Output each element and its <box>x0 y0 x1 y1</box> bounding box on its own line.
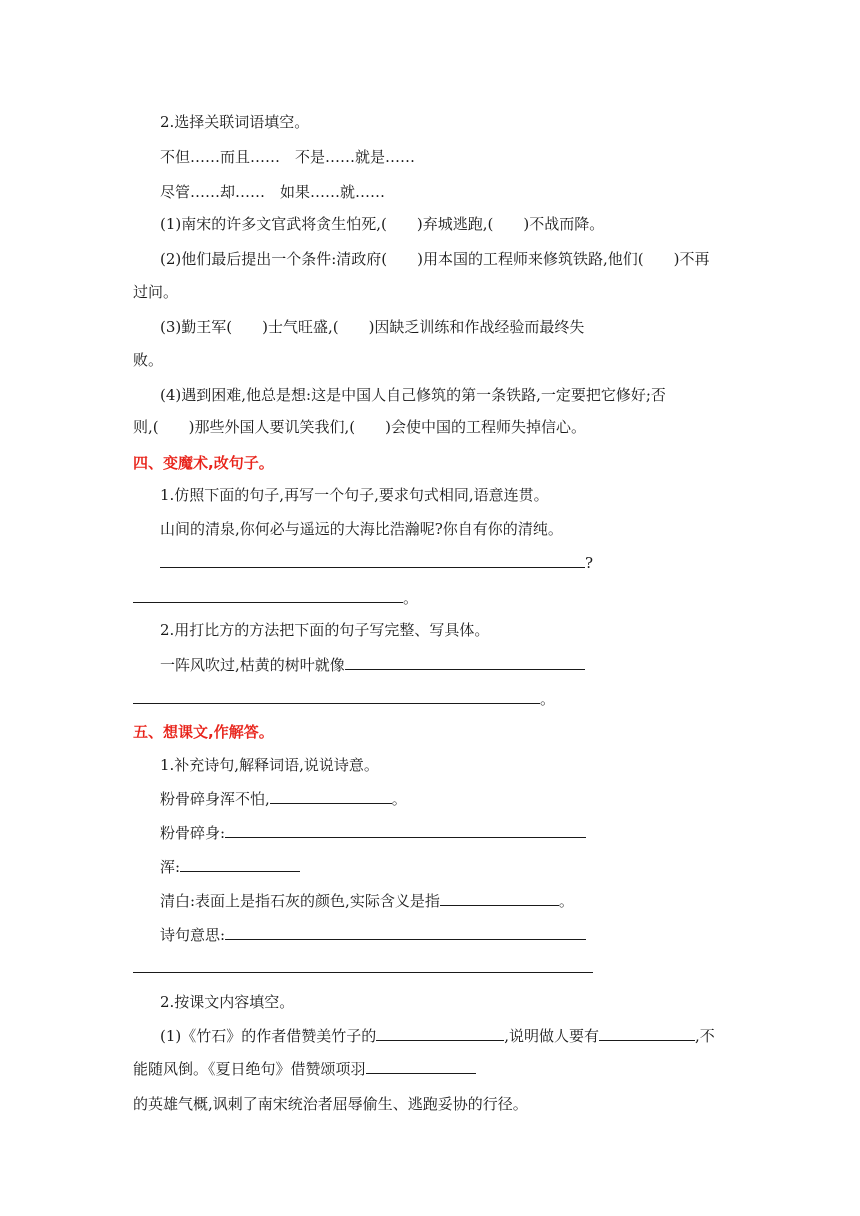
question-title: 1.仿照下面的句子,再写一个句子,要求句式相同,语意连贯。 <box>160 486 549 504</box>
answer-line: 一阵风吹过,枯黄的树叶就像 <box>160 654 585 675</box>
answer-line: (1)《竹石》的作者借赞美竹子的 ,说明做人要有 ,不 <box>160 1027 715 1045</box>
blank[interactable] <box>160 552 585 568</box>
blank[interactable] <box>180 856 300 872</box>
blank[interactable] <box>345 654 585 670</box>
blank[interactable] <box>133 587 403 603</box>
blank[interactable] <box>133 688 540 704</box>
sentence-3-cont: 败。 <box>133 351 164 369</box>
sentence-4: (4)遇到困难,他总是想:这是中国人自己修筑的第一条铁路,一定要把它修好;否 <box>160 386 666 404</box>
question-title: 2.用打比方的方法把下面的句子写完整、写具体。 <box>160 621 490 639</box>
answer-line: 。 <box>133 688 555 709</box>
sentence-2-cont: 过问。 <box>133 283 179 301</box>
answer-line: ? <box>160 552 593 573</box>
blank[interactable] <box>133 957 593 973</box>
answer-line: 浑: <box>160 856 300 877</box>
blank[interactable] <box>599 1025 695 1041</box>
question-title: 2.按课文内容填空。 <box>160 993 295 1011</box>
example-sentence: 山间的清泉,你何必与遥远的大海比浩瀚呢?你自有你的清纯。 <box>160 520 563 538</box>
answer-line: 能随风倒。《夏日绝句》借赞颂项羽 <box>133 1058 476 1079</box>
answer-line: 清白:表面上是指石灰的颜色,实际含义是指 。 <box>160 892 574 910</box>
section-heading: 五、想课文,作解答。 <box>133 723 274 741</box>
answer-line: 诗句意思: <box>160 924 586 945</box>
sentence-2: (2)他们最后提出一个条件:清政府( )用本国的工程师来修筑铁路,他们( )不再 <box>160 250 710 268</box>
answer-line: 粉骨碎身: <box>160 822 586 843</box>
options-row: 不但……而且…… 不是……就是…… <box>160 148 416 166</box>
answer-line <box>133 957 593 978</box>
question-title: 1.补充诗句,解释词语,说说诗意。 <box>160 756 379 774</box>
poem-line: 粉骨碎身浑不怕, 。 <box>160 790 407 808</box>
blank[interactable] <box>376 1025 504 1041</box>
blank[interactable] <box>225 822 586 838</box>
answer-line: 。 <box>133 587 418 608</box>
sentence-1: (1)南宋的许多文官武将贪生怕死,( )弃城逃跑,( )不战而降。 <box>160 215 605 233</box>
blank[interactable] <box>440 890 559 906</box>
options-row: 尽管……却…… 如果……就…… <box>160 183 386 201</box>
question-title: 2.选择关联词语填空。 <box>160 113 310 131</box>
blank[interactable] <box>270 788 392 804</box>
blank[interactable] <box>225 924 586 940</box>
section-heading: 四、变魔术,改句子。 <box>133 454 274 472</box>
blank[interactable] <box>366 1058 476 1074</box>
answer-line: 的英雄气概,讽刺了南宋统治者屈辱偷生、逃跑妥协的行径。 <box>133 1095 528 1113</box>
sentence-3: (3)勤王军( )士气旺盛,( )因缺乏训练和作战经验而最终失 <box>160 318 585 336</box>
sentence-4-cont: 则,( )那些外国人要讥笑我们,( )会使中国的工程师失掉信心。 <box>133 418 586 436</box>
